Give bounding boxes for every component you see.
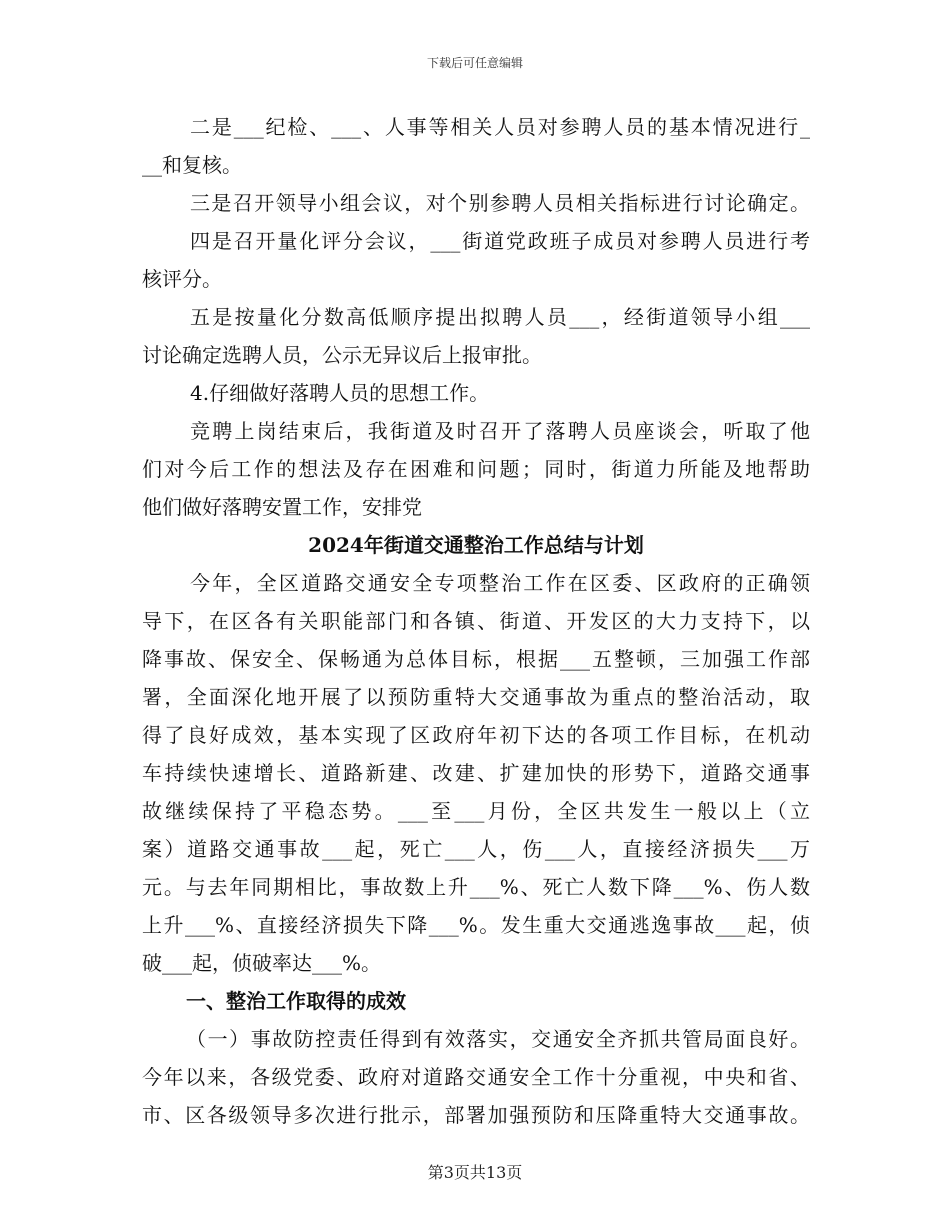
paragraph-line: 今年以来，各级党委、政府对道路交通安全工作十分重视，中央和省、 bbox=[142, 1065, 810, 1089]
paragraph-line: 元。与去年同期相比，事故数上升___%、死亡人数下降___%、伤人数 bbox=[142, 875, 810, 899]
paragraph-line: __和复核。 bbox=[142, 153, 242, 177]
document-title: 2024年街道交通整治工作总结与计划 bbox=[308, 533, 644, 557]
paragraph-line: 们对今后工作的想法及存在困难和问题；同时，街道力所能及地帮助 bbox=[142, 457, 810, 481]
paragraph-line: 故继续保持了平稳态势。___至___月份，全区共发生一般以上（立 bbox=[142, 799, 810, 823]
paragraph-line: 上升___%、直接经济损失下降___%。发生重大交通逃逸事故___起，侦 bbox=[142, 913, 810, 937]
paragraph-line: 他们做好落聘安置工作，安排党 bbox=[142, 495, 422, 519]
list-item-heading: 4.仔细做好落聘人员的思想工作。 bbox=[190, 381, 490, 405]
paragraph-line: 五是按量化分数高低顺序提出拟聘人员___，经街道领导小组___ bbox=[190, 305, 810, 329]
paragraph-line: 降事故、保安全、保畅通为总体目标，根据___五整顿，三加强工作部 bbox=[142, 647, 810, 671]
paragraph-line: 署，全面深化地开展了以预防重特大交通事故为重点的整治活动，取 bbox=[142, 685, 810, 709]
section-heading: 一、整治工作取得的成效 bbox=[186, 989, 406, 1013]
paragraph-line: 讨论确定选聘人员，公示无异议后上报审批。 bbox=[142, 343, 542, 367]
paragraph-line: 三是召开领导小组会议，对个别参聘人员相关指标进行讨论确定。 bbox=[190, 191, 810, 215]
paragraph-line: 四是召开量化评分会议，___街道党政班子成员对参聘人员进行考 bbox=[190, 229, 810, 253]
paragraph-line: （一）事故防控责任得到有效落实，交通安全齐抓共管局面良好。 bbox=[186, 1027, 810, 1051]
document-body bbox=[142, 108, 810, 1134]
page-header: 下载后可任意编辑 bbox=[426, 56, 523, 70]
paragraph-line: 竞聘上岗结束后，我街道及时召开了落聘人员座谈会，听取了他 bbox=[190, 419, 810, 443]
paragraph-line: 导下，在区各有关职能部门和各镇、街道、开发区的大力支持下，以 bbox=[142, 609, 810, 633]
page-footer: 第3页共13页 bbox=[427, 1163, 523, 1182]
paragraph-line: 市、区各级领导多次进行批示，部署加强预防和压降重特大交通事故。 bbox=[142, 1103, 810, 1127]
paragraph-line: 核评分。 bbox=[142, 267, 222, 291]
paragraph-line: 二是___纪检、___、人事等相关人员对参聘人员的基本情况进行_ bbox=[190, 115, 810, 139]
paragraph-line: 得了良好成效，基本实现了区政府年初下达的各项工作目标，在机动 bbox=[142, 723, 810, 747]
paragraph-line: 案）道路交通事故___起，死亡___人，伤___人，直接经济损失___万 bbox=[142, 837, 810, 861]
paragraph-line: 破___起，侦破率达___%。 bbox=[142, 951, 382, 975]
paragraph-line: 车持续快速增长、道路新建、改建、扩建加快的形势下，道路交通事 bbox=[142, 761, 810, 785]
paragraph-line: 今年，全区道路交通安全专项整治工作在区委、区政府的正确领 bbox=[190, 571, 810, 595]
